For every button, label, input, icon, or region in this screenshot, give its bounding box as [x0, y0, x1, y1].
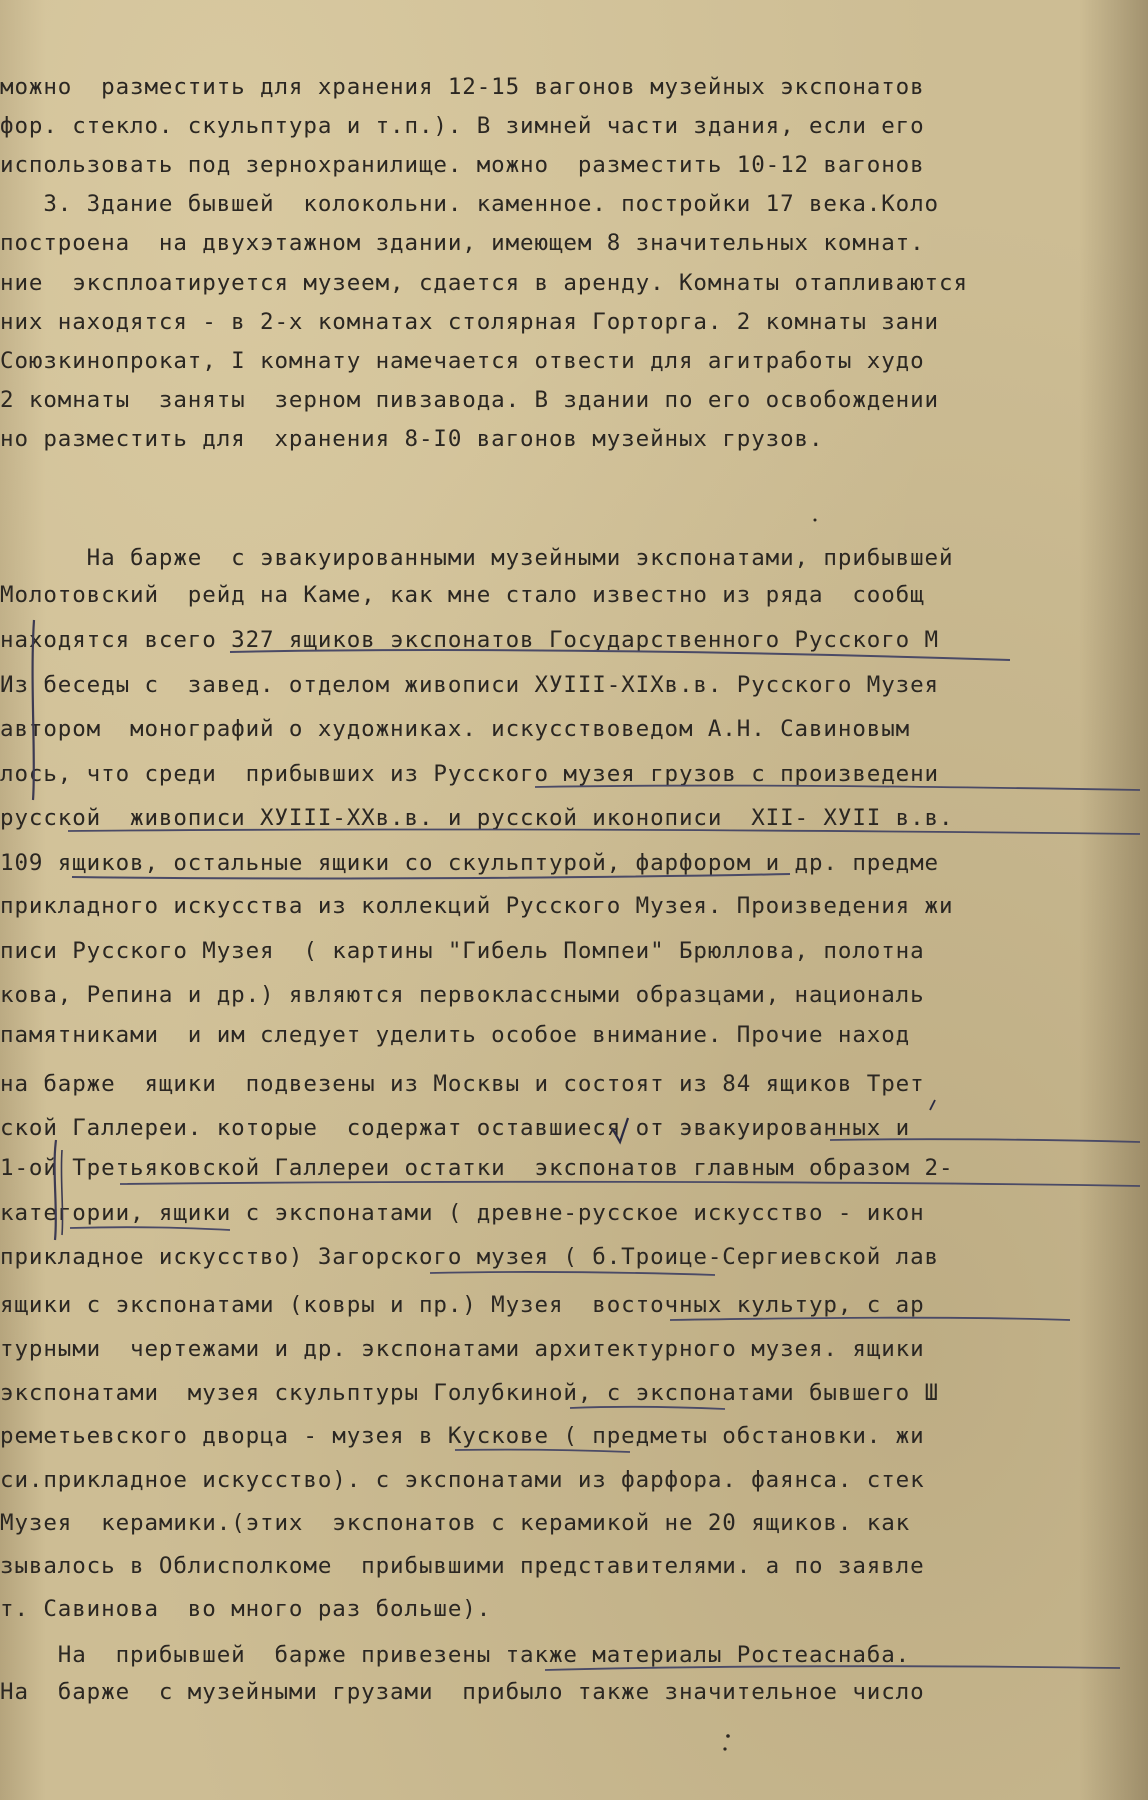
- text-line-22: памятниками и им следует уделить особое внимание. Прочие наход: [0, 1022, 911, 1048]
- text-line-20: писи Русского Музея ( картины "Гибель Помпеи" Брюллова, полотна: [0, 938, 925, 964]
- pencil-tick-mark: [930, 1100, 935, 1110]
- text-line-31: реметьевского дворца - музея в Кускове ( предметы обстановки. жи: [0, 1423, 925, 1449]
- text-line-21: кова, Репина и др.) являются первоклассными образцами, националь: [0, 982, 925, 1008]
- text-line-25: 1-ой Третьяковской Галлереи остатки экспонатов главным образом 2-: [0, 1155, 954, 1181]
- text-line-1: можно разместить для хранения 12-15 вагонов музейных экспонатов: [0, 74, 925, 100]
- text-line-13: находятся всего 327 ящиков экспонатов Государственного Русского М: [0, 627, 939, 653]
- text-line-15: автором монографий о художниках. искусствоведом А.Н. Савиновым: [0, 716, 911, 742]
- ink-dot: [814, 519, 817, 522]
- text-line-30: экспонатами музея скульптуры Голубкиной, с экспонатами бывшего Ш: [0, 1380, 939, 1406]
- text-line-4: 3. Здание бывшей колокольни. каменное. постройки 17 века.Коло: [0, 191, 939, 217]
- text-line-10: но разместить для хранения 8-I0 вагонов музейных грузов.: [0, 426, 824, 452]
- text-line-23: на барже ящики подвезены из Москвы и состоят из 84 ящиков Трет: [0, 1071, 925, 1097]
- text-line-16: лось, что среди прибывших из Русского музея грузов с произведени: [0, 761, 939, 787]
- text-line-29: турными чертежами и др. экспонатами архитектурного музея. ящики: [0, 1336, 925, 1362]
- text-line-5: построена на двухэтажном здании, имеющем 8 значительных комнат.: [0, 230, 925, 256]
- text-line-32: си.прикладное искусство). с экспонатами из фарфора. фаянса. стек: [0, 1467, 925, 1493]
- text-line-14: Из беседы с завед. отделом живописи XУIII-XIXв.в. Русского Музея: [0, 672, 939, 698]
- ink-dot: [723, 1747, 726, 1750]
- text-line-37: На барже с музейными грузами прибыло также значительное число: [0, 1679, 925, 1705]
- text-line-11: На барже с эвакуированными музейными экспонатами, прибывшей: [0, 545, 954, 571]
- text-line-26: категории, ящики с экспонатами ( древне-русское искусство - икон: [0, 1200, 925, 1226]
- text-line-8: Союзкинопрокат, I комнату намечается отвести для агитработы худо: [0, 348, 925, 374]
- text-line-33: Музея керамики.(этих экспонатов с керамикой не 20 ящиков. как: [0, 1510, 911, 1536]
- text-line-18: 109 ящиков, остальные ящики со скульптурой, фарфором и др. предме: [0, 850, 939, 876]
- ink-dot: [726, 1734, 730, 1738]
- text-line-17: русской живописи XУIII-XXв.в. и русской иконописи XII- XУII в.в.: [0, 805, 954, 831]
- text-line-28: ящики с экспонатами (ковры и пр.) Музея восточных культур, с ар: [0, 1292, 925, 1318]
- text-line-24: ской Галлереи. которые содержат оставшиеся от эвакуированных и: [0, 1115, 911, 1141]
- text-line-36: На прибывшей барже привезены также материалы Ростеаснаба.: [0, 1642, 911, 1668]
- text-line-27: прикладное искусство) Загорского музея ( б.Троице-Сергиевской лав: [0, 1244, 939, 1270]
- text-line-6: ние эксплоатируется музеем, сдается в аренду. Комнаты отапливаются: [0, 270, 968, 296]
- text-line-19: прикладного искусства из коллекций Русского Музея. Произведения жи: [0, 893, 954, 919]
- underline-zagorsk: [430, 1272, 715, 1275]
- text-line-2: фор. стекло. скульптура и т.п.). В зимней части здания, если его: [0, 113, 925, 139]
- text-line-35: т. Савинова во много раз больше).: [0, 1596, 492, 1622]
- text-line-9: 2 комнаты заняты зерном пивзавода. В здании по его освобождении: [0, 387, 939, 413]
- text-line-3: использовать под зернохранилище. можно разместить 10-12 вагонов: [0, 152, 925, 178]
- text-line-12: Молотовский рейд на Каме, как мне стало известно из ряда сообщ: [0, 582, 925, 608]
- text-line-34: зывалось в Облисполкоме прибывшими представителями. а по заявле: [0, 1553, 925, 1579]
- text-line-7: них находятся - в 2-х комнатах столярная Горторга. 2 комнаты зани: [0, 309, 939, 335]
